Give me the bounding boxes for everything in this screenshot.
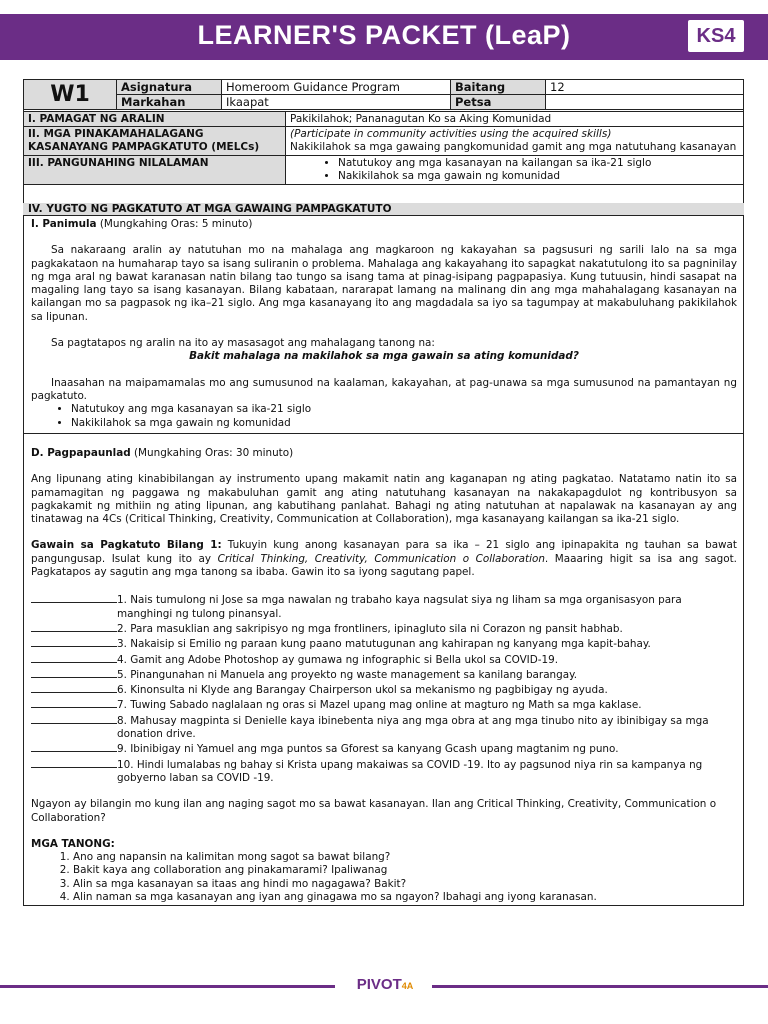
list-item: 4. Alin naman sa mga kasanayan ang iyan ang ginagawa mo sa ngayon? Ibahagi ang iyong karanasan. — [73, 891, 737, 904]
list-item: 3. Alin sa mga kasanayan sa itaas ang hindi mo nagagawa? Bakit? — [73, 878, 737, 891]
markahan-label: Markahan — [117, 95, 222, 110]
item-text: 1. Nais tumulong ni Jose sa mga nawalan ng trabaho kaya nagsulat siya ng liham sa mga organisasyon para manghingi ng tulong pinansyal. — [117, 594, 682, 620]
panimula-paragraph-2: Sa pagtatapos ng aralin na ito ay masasagot ang mahalagang tanong na: — [51, 337, 435, 350]
petsa-value — [546, 95, 744, 110]
footer-rule-left — [0, 985, 335, 988]
list-item: • Natutukoy ang mga kasanayan sa ika-21 siglo — [71, 403, 737, 416]
pagpapaunlad-paragraph-a: Ang lipunang ating kinabibilangan ay instrumento upang makamit natin ang kaganapan ng ating pagkatao. — [31, 473, 614, 486]
panimula-paragraph-3: Inaasahan na maipamamalas mo ang sumusunod na kaalaman, kakayahan, at pag-unawa sa mga sumusunod na pamantayan ng pagkatuto. — [31, 376, 737, 402]
panimula-paragraph-1: Sa nakaraang aralin ay natutuhan mo na mahalaga ang magkaroon ng kakayahan sa pagsusuri ng sarili lalo na sa mga pagkakataon na humaharap tayo sa isang suliranin o problema. Mahalaga ang kakayahang ito sapagkat nakatutulong ito sa pagninilay ng mga aral ng bawat karanasan natin bilang tao tungo sa isang tama at pinag-isipang pagpapasiya. Kung tutuusin, hindi sasapat na magaling lang tayo sa isang kasanayan. Bilang kabataan, nararapat lamang na malinang din ang mga mahahalagang kasanayan na kailangan mo sa pagpasok ng ika–21 siglo. Ang mga kasanayang ito ang magdadala sa iyo sa tagumpay at makabuluhang pakikilahok sa lipunan. — [31, 244, 737, 323]
answer-blank[interactable] — [31, 757, 117, 768]
list-item: • Natutukoy ang mga kasanayan na kailangan sa ika-21 siglo — [338, 157, 739, 170]
petsa-label: Petsa — [451, 95, 546, 110]
gawain-text-1: Tukuyin kung anong kasanayan para sa ika – 21 siglo ang ipinapakita ng tauhan sa bawat pangungusap. Isulat kung ito ay — [31, 539, 737, 565]
pivot-logo-sub: 4A — [401, 981, 414, 991]
list-item — [31, 636, 737, 651]
pagpapaunlad-time: (Mungkahing Oras: 30 minuto) — [134, 447, 294, 459]
baitang-label: Baitang — [451, 80, 546, 95]
list-item — [31, 592, 737, 621]
answer-blank[interactable] — [31, 741, 117, 752]
answer-blank[interactable] — [31, 682, 117, 693]
item-text: 9. Ibinibigay ni Yamuel ang mga puntos sa Gforest sa kanyang Gcash upang magtanim ng puno. — [117, 743, 619, 756]
list-item — [31, 741, 737, 756]
answer-blank[interactable] — [31, 697, 117, 708]
answer-blank[interactable] — [31, 592, 117, 603]
tanong-list — [31, 851, 737, 904]
answer-blank[interactable] — [31, 652, 117, 663]
list-item — [31, 757, 737, 786]
pivot-logo — [350, 976, 420, 993]
gawain-label: Gawain sa Pagkatuto Bilang 1: — [31, 539, 222, 552]
pamagat-value: Pakikilahok; Pananagutan Ko sa Aking Komunidad — [286, 112, 744, 127]
pamagat-label: I. PAMAGAT NG ARALIN — [24, 112, 286, 127]
activity-items — [31, 592, 737, 785]
asignatura-label: Asignatura — [117, 80, 222, 95]
item-text: 7. Tuwing Sabado naglalaan ng oras si Mazel upang mag online at magturo ng Math sa mga kaklase. — [117, 699, 642, 712]
item-text: 4. Gamit ang Adobe Photoshop ay gumawa ng infographic si Bella ukol sa COVID-19. — [117, 653, 559, 666]
list-item: 1. Ano ang napansin na kalimitan mong sagot sa bawat bilang? — [73, 851, 737, 864]
list-item — [31, 667, 737, 682]
tally-paragraph: Ngayon ay bilangin mo kung ilan ang naging sagot mo sa bawat kasanayan. Ilan ang Critical Thinking, Creativity, Communication o Collaboration? — [31, 798, 717, 824]
pagpapaunlad-section — [31, 447, 737, 904]
packet-title: LEARNER'S PACKET (LeaP) — [197, 20, 571, 50]
nilalaman-list — [290, 157, 739, 183]
melc-label: II. MGA PINAKAMAHALAGANG KASANAYANG PAMPAGKATUTO (MELCs) — [24, 127, 286, 156]
essential-question: Bakit mahalaga na makilahok sa mga gawain sa ating komunidad? — [189, 350, 579, 363]
panimula-section — [31, 218, 737, 430]
section-title: IV. YUGTO NG PAGKATUTO AT MGA GAWAING PAMPAGKATUTO — [23, 203, 744, 216]
list-item — [31, 713, 737, 742]
item-text: 8. Mahusay magpinta si Denielle kaya ibinebenta niya ang mga obra at ang mga tinubo nito ay ibinibigay sa mga donation drive. — [117, 714, 709, 741]
list-item — [31, 682, 737, 697]
item-text: 6. Kinonsulta ni Klyde ang Barangay Chairperson ukol sa mekanismo ng pagbibigay ng ayuda. — [117, 684, 608, 697]
list-item: • Nakikilahok sa mga gawain ng komunidad — [71, 417, 737, 430]
header-banner — [0, 14, 768, 60]
week-cell: W1 — [24, 80, 117, 110]
list-item — [31, 621, 737, 636]
melc-english: (Participate in community activities using the acquired skills) — [290, 128, 612, 140]
pagpapaunlad-paragraph-b: Natatamo natin ito sa pamamagitan ng paggawa ng makabuluhan gamit ang ating natutuhang kasanayan na nakakapagdulot ng kontribusyon sa pagkakamit ng mithiin ng ating lipunan, ang kabutihang panlahat. Bahagi ng ating natutuhan at napalawak na kasanayan ay ang tinatawag na 4Cs (Critical Thinking, Creativity, Communication at Collaboration), mga kasanayang kailangan sa ika-21 siglo. — [31, 473, 737, 526]
ks-badge — [688, 20, 744, 52]
panimula-heading: I. Panimula — [31, 218, 97, 230]
divider — [23, 433, 744, 434]
gawain-text-2: . Maaaring higit sa isa ang sagot. Pagkatapos ay sagutin ang mga tanong sa ibaba. Gawin ito sa iyong sagutang papel. — [31, 552, 737, 579]
pivot-logo-main: PIVOT — [356, 976, 402, 993]
answer-blank[interactable] — [31, 621, 117, 632]
markahan-value: Ikaapat — [222, 95, 451, 110]
header-table — [23, 79, 744, 110]
item-text: 3. Nakaisip si Emilio ng paraan kung paano matutugunan ang kahirapan ng kanyang mga kapit-bahay. — [117, 638, 651, 651]
info-table — [23, 111, 744, 185]
ks-badge-label: KS4 — [696, 25, 736, 47]
list-item — [31, 652, 737, 667]
pagpapaunlad-heading: D. Pagpapaunlad — [31, 447, 131, 459]
pagpapaunlad-paragraph — [31, 473, 737, 526]
list-item: • Nakikilahok sa mga gawain ng komunidad — [338, 170, 739, 183]
asignatura-value: Homeroom Guidance Program — [222, 80, 451, 95]
gawain-skills: Critical Thinking, Creativity, Communication o Collaboration — [217, 552, 545, 565]
panimula-bullets — [31, 403, 737, 430]
melc-filipino: Nakikilahok sa mga gawaing pangkomunidad gamit ang mga natutuhang kasanayan — [290, 141, 737, 153]
tanong-heading: MGA TANONG: — [31, 837, 115, 850]
item-text: 5. Pinangunahan ni Manuela ang proyekto ng waste management sa kanilang barangay. — [117, 668, 578, 681]
answer-blank[interactable] — [31, 713, 117, 724]
gawain-instructions — [31, 539, 737, 579]
nilalaman-label: III. PANGUNAHING NILALAMAN — [24, 156, 286, 185]
footer-rule-right — [432, 985, 768, 988]
list-item — [31, 697, 737, 712]
panimula-time: (Mungkahing Oras: 5 minuto) — [99, 218, 253, 230]
answer-blank[interactable] — [31, 636, 117, 647]
item-text: 10. Hindi lumalabas ng bahay si Krista upang makaiwas sa COVID -19. Ito ay pagsunod niya rin sa kampanya ng gobyerno laban sa COVID -19. — [117, 758, 703, 784]
answer-blank[interactable] — [31, 667, 117, 678]
item-text: 2. Para masuklian ang sakripisyo ng mga frontliners, ipinagluto sila ni Corazon ng pansit habhab. — [117, 622, 623, 635]
baitang-value: 12 — [546, 80, 744, 95]
list-item: 2. Bakit kaya ang collaboration ang pinakamarami? Ipaliwanag — [73, 864, 737, 877]
